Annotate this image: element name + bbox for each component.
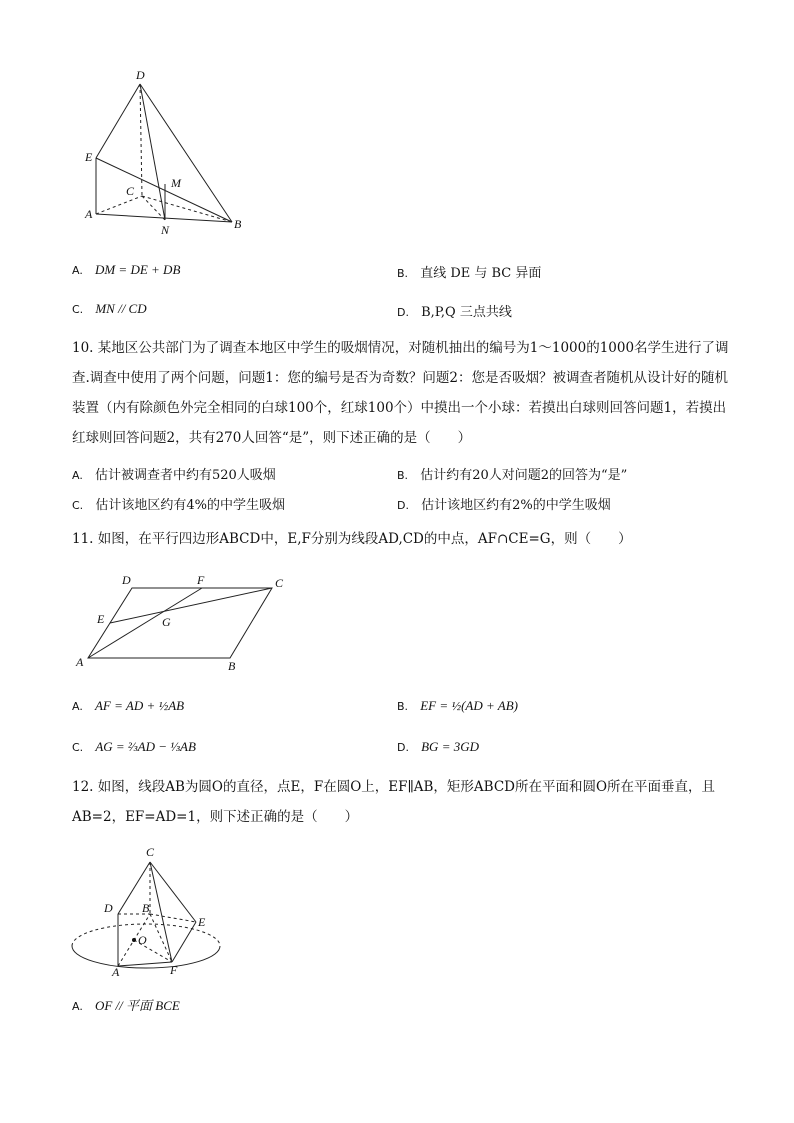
- fig11-label-D: D: [122, 573, 131, 587]
- fig9-label-M: M: [171, 176, 181, 190]
- fig11-label-C: C: [275, 576, 284, 590]
- q11-option-a: [72, 698, 184, 714]
- q9-option-b-label: B.: [397, 267, 409, 280]
- q12-option-a-label: A.: [72, 1000, 83, 1013]
- fig9-label-C: C: [126, 184, 135, 198]
- q12-option-a-text: OF // 平面 BCE: [94, 998, 180, 1013]
- fig12-label-B: B: [142, 901, 150, 915]
- q11-option-a-label: A.: [72, 700, 83, 713]
- q10-option-d-text: 估计该地区约有2%的中学生吸烟: [421, 498, 611, 513]
- q11-option-c: [72, 739, 196, 755]
- q9-option-d-label: D.: [397, 306, 409, 319]
- q11-option-c-label: C.: [72, 741, 84, 754]
- figure-q12: [66, 842, 226, 982]
- q11-stem: 11. 如图，在平行四边形ABCD中，E,F分别为线段AD,CD的中点，AF∩CE=G，则（ ）: [72, 531, 632, 547]
- figure-q11: [70, 568, 300, 672]
- q9-option-d: [397, 301, 512, 320]
- q12-option-a: [72, 995, 180, 1014]
- q10-option-d-label: D.: [397, 499, 409, 512]
- q10-option-a: [72, 464, 276, 483]
- fig11-label-G: G: [162, 615, 171, 629]
- fig11-label-E: E: [97, 612, 105, 626]
- q11-option-a-text: AF = AD + ½AB: [94, 698, 185, 713]
- q10-option-b-text: 估计约有20人对问题2的回答为“是”: [420, 468, 628, 483]
- q10-stem: 10. 某地区公共部门为了调查本地区中学生的吸烟情况，对随机抽出的编号为1～1000的1000名学生进行了调查.调查中使用了两个问题，问题1：您的编号是否为奇数？问题2：您是否吸烟？被调查者随机从设计好的随机装置（内有除颜色外完全相同的白球100个，红球100个）中摸出一个小球：若摸出白球则回答问题1，若摸出红球则回答问题2，共有270人回答“是”，则下述正确的是（ ）: [72, 340, 729, 446]
- q10-option-c-text: 估计该地区约有4%的中学生吸烟: [95, 498, 285, 513]
- q9-option-a-label: A.: [72, 264, 83, 277]
- figure-q9: [78, 66, 258, 238]
- q9-option-a-text: DM = DE + DB: [94, 262, 181, 277]
- fig12-label-O: O: [138, 933, 147, 947]
- q9-option-d-text: B,P,Q 三点共线: [421, 305, 512, 320]
- q9-option-a: [72, 262, 180, 278]
- q9-option-b: [397, 262, 541, 281]
- q10-option-b: [397, 464, 627, 483]
- fig12-label-D: D: [104, 901, 113, 915]
- fig9-label-B: B: [234, 217, 242, 231]
- q11-option-d: [397, 739, 479, 755]
- q11-option-b-text: EF = ½(AD + AB): [420, 698, 518, 713]
- q10-option-b-label: B.: [397, 469, 409, 482]
- q12-stem: 12. 如图，线段AB为圆O的直径，点E，F在圆O上，EF∥AB，矩形ABCD所在平面和圆O所在平面垂直，且AB=2，EF=AD=1，则下述正确的是（ ）: [72, 779, 716, 825]
- q10-option-a-text: 估计被调查者中约有520人吸烟: [94, 468, 276, 483]
- fig9-label-N: N: [161, 223, 170, 237]
- fig12-label-F: F: [170, 963, 178, 977]
- q10-option-c: [72, 494, 285, 513]
- fig12-label-C: C: [146, 845, 155, 859]
- fig11-label-A: A: [76, 655, 84, 669]
- q9-option-b-text: 直线 DE 与 BC 异面: [420, 266, 542, 281]
- fig9-label-D: D: [136, 68, 145, 82]
- q9-option-c-label: C.: [72, 303, 84, 316]
- q11-option-d-text: BG = 3GD: [421, 739, 479, 754]
- q11-option-d-label: D.: [397, 741, 409, 754]
- q11-option-c-text: AG = ⅔AD − ⅓AB: [95, 739, 196, 754]
- fig9-label-E: E: [85, 150, 93, 164]
- q10-option-d: [397, 494, 611, 513]
- q11-option-b-label: B.: [397, 700, 409, 713]
- fig11-label-B: B: [228, 659, 236, 672]
- q9-option-c-text: MN // CD: [95, 301, 147, 316]
- fig11-label-F: F: [197, 573, 205, 587]
- q11-option-b: [397, 698, 518, 714]
- q10-option-a-label: A.: [72, 469, 83, 482]
- q9-option-c: [72, 301, 147, 317]
- q10-option-c-label: C.: [72, 499, 84, 512]
- fig9-label-A: A: [85, 207, 93, 221]
- fig12-label-A: A: [112, 965, 120, 979]
- fig12-label-E: E: [198, 915, 206, 929]
